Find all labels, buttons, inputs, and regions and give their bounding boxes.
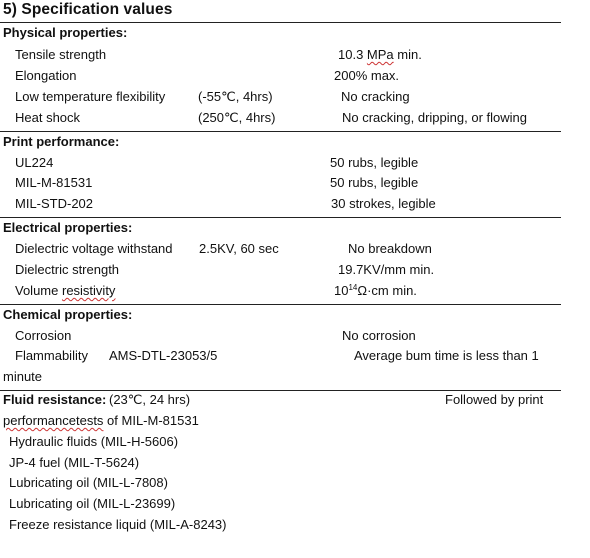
dielectric-voltage-label: Dielectric voltage withstand — [15, 241, 173, 256]
chemical-heading: Chemical properties: — [3, 307, 133, 322]
fluid-item: Lubricating oil (MIL-L-23699) — [9, 496, 176, 511]
flammability-label: Flammability — [15, 348, 88, 363]
fluid-condition: (23℃, 24 hrs) — [109, 392, 191, 407]
tensile-label: Tensile strength — [15, 47, 107, 62]
lowtemp-label: Low temperature flexibility — [15, 89, 166, 104]
elongation-num: 200% — [334, 68, 368, 83]
print-heading: Print performance: — [3, 134, 120, 149]
volume-resistivity-label — [15, 283, 115, 299]
dielectric-voltage-value: No breakdown — [348, 241, 432, 256]
section-title: 5) Specification values — [3, 1, 173, 18]
fluid-item: Freeze resistance liquid (MIL-A-8243) — [9, 517, 227, 532]
divider — [0, 390, 561, 391]
volume-word: Volume — [15, 283, 62, 298]
elongation-suffix: max. — [367, 68, 400, 83]
ul224-value: 50 rubs, legible — [330, 155, 419, 170]
dielectric-strength-label: Dielectric strength — [15, 262, 120, 277]
corrosion-value: No corrosion — [342, 328, 416, 343]
flammability-value: Average bum time is less than 1 — [354, 348, 539, 363]
ul224-label: UL224 — [15, 155, 54, 170]
dielectric-strength-value: 19.7KV/mm min. — [338, 262, 435, 277]
heatshock-condition: (250℃, 4hrs) — [198, 110, 276, 125]
vr-rest: Ω·cm min. — [357, 283, 417, 298]
tensile-unit: MPa — [366, 47, 394, 62]
vr-base: 10 — [334, 283, 349, 298]
flammability-condition: AMS-DTL-23053/5 — [109, 348, 218, 363]
electrical-heading: Electrical properties: — [3, 220, 133, 235]
heatshock-label: Heat shock — [15, 110, 81, 125]
elongation-value — [334, 68, 399, 84]
divider — [0, 217, 561, 218]
divider — [0, 131, 561, 132]
lowtemp-value: No cracking — [341, 89, 410, 104]
corrosion-label: Corrosion — [15, 328, 72, 343]
volume-resistivity-value — [334, 283, 417, 299]
vr-exponent: 14 — [348, 283, 358, 292]
fluid-item: Lubricating oil (MIL-L-7808) — [9, 475, 168, 490]
heatshock-value: No cracking, dripping, or flowing — [342, 110, 527, 125]
performancetests-word: performancetests — [3, 413, 104, 428]
divider — [0, 22, 561, 23]
milstd-value: 30 strokes, legible — [331, 196, 436, 211]
fluid-heading: Fluid resistance: — [3, 392, 107, 407]
fluid-note: Followed by print — [445, 392, 544, 407]
elongation-label: Elongation — [15, 68, 77, 83]
milm-value: 50 rubs, legible — [330, 175, 419, 190]
fluid-performance-line — [3, 413, 199, 429]
tensile-suffix: min. — [393, 47, 422, 62]
lowtemp-condition: (-55℃, 4hrs) — [198, 89, 273, 104]
dielectric-voltage-condition: 2.5KV, 60 sec — [199, 241, 279, 256]
milm-label: MIL-M-81531 — [15, 175, 93, 190]
physical-heading: Physical properties: — [3, 25, 128, 40]
performance-rest: of MIL-M-81531 — [103, 413, 199, 428]
tensile-value — [338, 47, 422, 63]
fluid-item: Hydraulic fluids (MIL-H-5606) — [9, 434, 179, 449]
tensile-num: 10.3 — [338, 47, 367, 62]
fluid-item: JP-4 fuel (MIL-T-5624) — [9, 455, 140, 470]
flammability-value-wrap: minute — [3, 369, 43, 384]
milstd-label: MIL-STD-202 — [15, 196, 94, 211]
divider — [0, 304, 561, 305]
resistivity-word: resistivity — [61, 283, 116, 298]
